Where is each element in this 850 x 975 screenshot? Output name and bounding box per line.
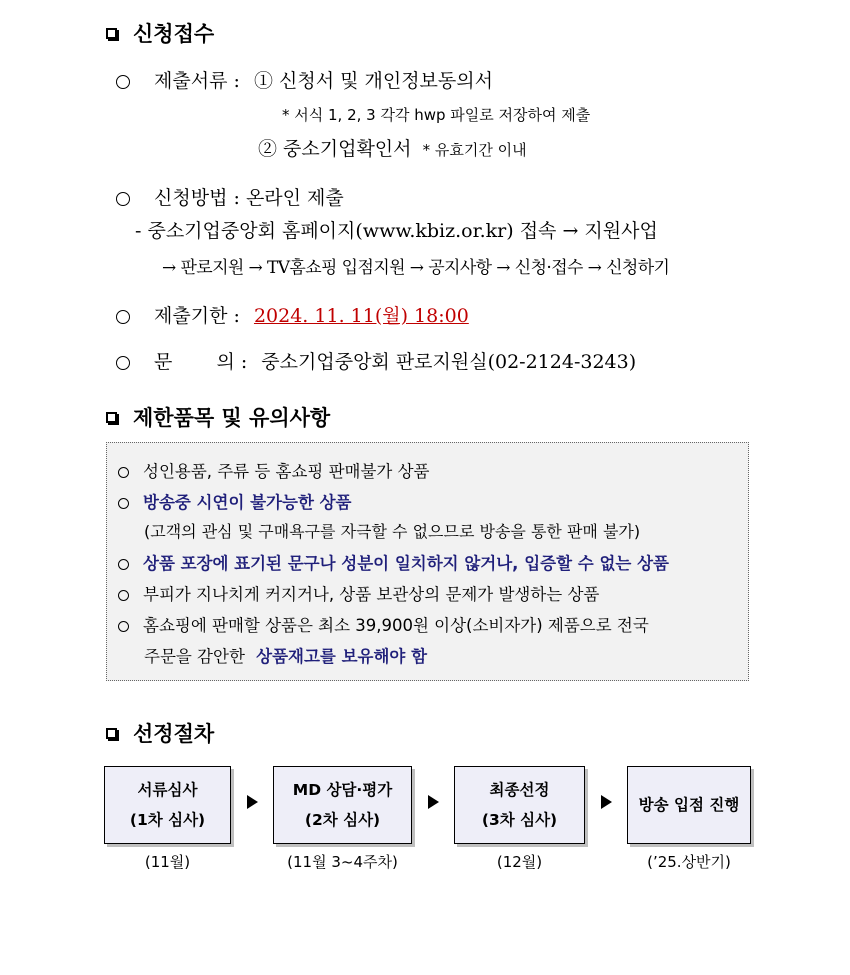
deadline-value: 2024. 11. 11(월) 18:00: [253, 305, 469, 327]
section-title-selection: 선정절차: [106, 718, 214, 748]
restriction-item: 상품 포장에 표기된 문구나 성분이 일치하지 않거나, 입증할 수 없는 상품: [118, 550, 669, 574]
restriction-item: 성인용품, 주류 등 홈쇼핑 판매불가 상품: [118, 458, 430, 482]
circle-bullet-icon: [116, 192, 130, 206]
contact-label-2: 의 :: [216, 351, 248, 373]
method-row: [116, 183, 344, 210]
restriction-item: 방송중 시연이 불가능한 상품: [118, 489, 352, 513]
checkbox-square-icon: [106, 28, 117, 39]
step-document-review: 서류심사 (1차 심사): [104, 766, 231, 844]
deadline-row: [116, 301, 469, 328]
circle-bullet-icon: [118, 467, 129, 478]
arrow-right-icon: [428, 795, 439, 809]
method-label: 신청방법 : 온라인 제출: [154, 187, 344, 209]
step-md-consultation: MD 상담·평가 (2차 심사): [273, 766, 412, 844]
section-title-restrictions: 제한품목 및 유의사항: [106, 402, 330, 432]
docs-row-2: [258, 134, 527, 161]
circle-bullet-icon: [118, 498, 129, 509]
deadline-label: 제출기한 :: [154, 305, 240, 327]
checkbox-square-icon: [106, 412, 117, 423]
contact-label-1: 문: [154, 351, 173, 373]
circle-bullet-icon: [118, 621, 129, 632]
arrow-right-icon: [601, 795, 612, 809]
step-when-3: (12월): [496, 853, 543, 871]
contact-value: 중소기업중앙회 판로지원실(02-2124-3243): [261, 351, 637, 373]
contact-row: [116, 347, 636, 374]
method-line-1: - 중소기업중앙회 홈페이지(www.kbiz.or.kr) 접속 → 지원사업: [135, 220, 658, 242]
circle-bullet-icon: [116, 75, 130, 89]
docs-note-2: * 유효기간 이내: [422, 141, 527, 159]
step-when-1: (11월): [144, 853, 191, 871]
checkbox-square-icon: [106, 728, 117, 739]
circle-bullet-icon: [118, 559, 129, 570]
circle-bullet-icon: [116, 310, 130, 324]
restriction-item-sub: (고객의 관심 및 구매욕구를 자극할 수 없으므로 방송을 통한 판매 불가): [144, 522, 641, 541]
step-when-4: (’25.상반기): [647, 853, 731, 871]
docs-label: 제출서류 :: [154, 70, 240, 92]
docs-note-1: * 서식 1, 2, 3 각각 hwp 파일로 저장하여 제출: [282, 106, 591, 124]
docs-item-2: ② 중소기업확인서: [258, 138, 412, 160]
step-when-2: (11월 3~4주차): [287, 853, 398, 871]
circle-bullet-icon: [116, 356, 130, 370]
docs-item-1: ① 신청서 및 개인정보동의서: [253, 70, 493, 92]
method-line-2: → 판로지원 → TV홈쇼핑 입점지원 → 공지사항 → 신청·접수 → 신청하기: [162, 258, 670, 278]
restriction-item: 부피가 지나치게 커지거나, 상품 보관상의 문제가 발생하는 상품: [118, 581, 599, 605]
section-title-application: 신청접수: [106, 18, 214, 48]
arrow-right-icon: [247, 795, 258, 809]
restriction-item-cont: 주문을 감안한 상품재고를 보유해야 함: [144, 647, 428, 666]
circle-bullet-icon: [118, 590, 129, 601]
restriction-item: 홈쇼핑에 판매할 상품은 최소 39,900원 이상(소비자가) 제품으로 전국: [118, 612, 649, 636]
docs-row: [116, 66, 493, 93]
step-broadcast-launch: 방송 입점 진행: [627, 766, 751, 844]
step-final-selection: 최종선정 (3차 심사): [454, 766, 585, 844]
